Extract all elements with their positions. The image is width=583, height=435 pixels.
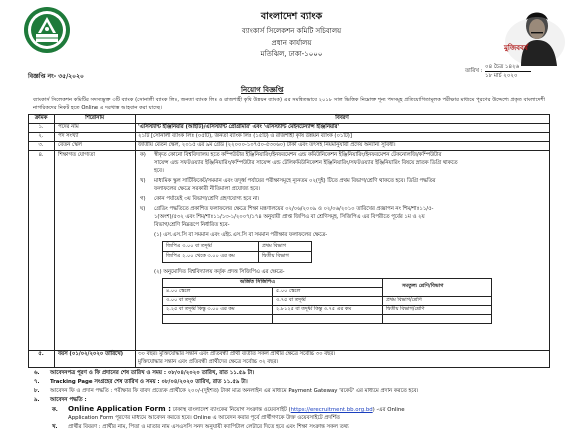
table-border <box>135 114 136 367</box>
qualification-ka-label: ক) <box>140 152 146 158</box>
table-row-serial: ২. <box>38 133 44 139</box>
cgpa-header-earned: অর্জিত সিজিপিএ <box>240 279 275 285</box>
qualification-kha-line: মাধ্যমিক স্কুল সার্টিফিকেট/সমমান এবং তদূর্ধ্ব পর্যায়ের পরীক্ষাসমূহে ন্যূনতম ০২(দুই) টিতে প্রথম বিভাগ/শ্রেণি থাকতে হবে। ডিগ্রি পদ্ধতির <box>154 178 436 184</box>
mujib-borsho-portrait <box>487 2 573 66</box>
table-border <box>162 251 311 252</box>
table-row-value: ২১টি [সোনালী ব্যাংক লিঃ (০৫টি), জনতা ব্যাংক লিঃ (১৫টি) ও রাজশাহী কৃষি উন্নয়ন ব্যাংক (০১টি)] <box>138 133 352 139</box>
qualification-ka-line: হবে। <box>154 168 164 174</box>
org-name: বাংলাদেশ ব্যাংক <box>260 11 323 22</box>
date-block <box>465 63 545 83</box>
table-border <box>382 278 383 323</box>
notice-title: নিয়োগ বিজ্ঞপ্তি <box>241 86 284 94</box>
table-border <box>258 241 259 262</box>
cgpa-cell: ২.৮১২৫ বা তদূর্ধ্ব কিন্তু ৩.৭৫ এর কম <box>276 306 352 312</box>
qualification-gha-label: ঘ) <box>140 206 146 212</box>
table-row-value: জাতীয় বেতন স্কেল, ২০১৫ এর ৯ম গ্রেড (২২০০০-১০৭৫০-৫৩০৬০) টাকা এবং তৎসহ নিয়মানুযায়ী প্রদেয় অন্যান্য সুবিধা। <box>138 142 396 148</box>
table-row-serial: ৩. <box>38 142 44 148</box>
table-row-value: 'এসিস্ট্যান্ট ইঞ্জিনিয়ার (আইটি)/এসিস্ট্যান্ট প্রোগ্রামার' এবং 'এসিস্ট্যান্ট মেইনটেন্যান্স ইঞ্জিনিয়ার' <box>138 124 340 130</box>
table-border <box>272 287 273 323</box>
item-text: আবেদনপত্র পূরণ ও ফি প্রদানের শেষ তারিখ ও সময় : ০৮/০৪/২০২০ তারিখ, রাত ১১.৫৯ টা। <box>50 370 255 376</box>
date-bangla: ০৪ চৈত্র ১৪২৬ <box>485 64 520 70</box>
bangladesh-bank-logo <box>22 4 72 56</box>
table-row-serial: ৪. <box>38 152 44 158</box>
item-text: আবেদন পদ্ধতি : <box>50 397 87 403</box>
table-row-label: বেতন স্কেল <box>58 142 82 148</box>
cgpa-cell: ৫.০০ স্কেলে <box>276 288 301 294</box>
cgpa-grade-table <box>162 278 492 324</box>
table-row-label: বয়স (০১/০২/২০২০ তারিখে) <box>58 351 124 357</box>
table-row-serial: ৫. <box>38 351 44 357</box>
qualification-kha-line: ফলাফলের ক্ষেত্রে সরকারী নীতিমালা প্রযোজ্য হবে। <box>154 186 260 192</box>
ssc-gpa-range: জিপিএ ৩.০০ বা তদূর্ধ্ব <box>166 243 212 249</box>
ssc-hsc-title: (১) এস.এস.সি বা সমমান এবং এইচ.এস.সি বা সমমান পরীক্ষার ফলাফলের ক্ষেত্রে- <box>154 232 328 238</box>
ssc-gpa-range: জিপিএ ২.০০ থেকে ৩.০০ এর কম <box>166 253 235 259</box>
applicant-details-item <box>52 423 349 431</box>
table-row-label: পদ সংখ্যা <box>58 133 79 139</box>
table-header-serial: ক্রমিক <box>34 115 48 121</box>
item-text: প্রার্থীর বিবরণ : প্রার্থীর নাম, পিতা ও মাতার নাম এসএসসি সনদ অনুযায়ী ক্যাপিটাল লেটারে দিতে হবে এবং শিক্ষা সংক্রান্ত সকল তথ্য <box>68 424 349 430</box>
table-border <box>28 150 550 151</box>
cgpa-cell: প্রথম বিভাগ/শ্রেণি <box>386 297 422 303</box>
qualification-gha-line: ১(অংশ)/৫৩২ এবং শিম/শাঃ১১/১৩-১/২০০৭/১৭৪ অনুযায়ী প্রাপ্ত জিপিএ বা শ্রেণিসমূহ, সিজিপিএ এর বিপরীতে পূর্বের ১ম ও ২য় <box>154 214 425 220</box>
cgpa-header-equivalent: সমতুল্য শ্রেণি/বিভাগ <box>402 283 444 289</box>
qualification-ga-label: গ) <box>140 196 146 202</box>
online-application-line: Application Form পূরণের মাধ্যমে আবেদন করতে হবে। Online এ আবেদন করার পূর্বে প্রার্থীগণকে উক্ত ওয়েবসাইটে প্রদর্শিত <box>68 415 340 421</box>
cgpa-cell: দ্বিতীয় বিভাগ/শ্রেণি <box>386 306 425 312</box>
cgpa-cell: ৩.০০ বা তদূর্ধ্ব <box>166 297 196 303</box>
item-number: ক. <box>52 407 58 413</box>
table-border <box>54 114 55 367</box>
table-row-label: শিক্ষাগত যোগ্যতা <box>58 152 95 158</box>
table-header-details: বিবরণ <box>335 115 349 121</box>
qualification-kha-label: খ) <box>140 178 146 184</box>
table-border <box>549 114 550 367</box>
qualification-ga-line: কোন পর্যায়েই ৩য় বিভাগ/শ্রেণি গ্রহণযোগ্য হবে না। <box>154 196 260 202</box>
intro-paragraph: ব্যাংকার্স সিলেকশন কমিটির সদস্যভুক্ত ৩টি ব্যাংক (সোনালী ব্যাংক লিঃ, জনতা ব্যাংক লিঃ ও রাজশাহী কৃষি উন্নয়ন ব্যাংক) এর সমন্বিতভাবে ২০১৮ সাল ভিত্তিক নিম্নোক্ত শূন্য পদসমূহ প্রতিযোগিতামূলক পরীক্ষার মাধ্যমে পূরণের উদ্দেশ্যে প্রকৃত বাংলাদেশী নাগরিকদের নিকট হতে Online এ দরখাস্ত আহবান করা যাচ্ছে। <box>33 97 545 111</box>
cgpa-cell: ৪.০০ স্কেলে <box>166 288 191 294</box>
item-number: ৬. <box>34 370 40 376</box>
mujib-borsho-caption: মুজিববর্ষ <box>504 43 528 52</box>
cgpa-title: (২) অনুমোদিত বিশ্ববিদ্যালয় কর্তৃক প্রদত্ত সিজিপিএ এর ক্ষেত্রে- <box>154 269 285 275</box>
online-application-item <box>52 405 405 414</box>
ssc-hsc-grade-table <box>162 241 312 263</box>
table-header-title: শিরোনাম <box>85 115 104 121</box>
application-fee-item <box>34 387 418 395</box>
item-number: ৮. <box>34 388 40 394</box>
secretariat-name: ব্যাংকার্স সিলেকশন কমিটি সচিবালয় <box>241 27 342 35</box>
notice-reference-number: বিজ্ঞপ্তি নং- ৩৫/২০২০ <box>28 73 84 80</box>
online-form-title: Online Application Form : <box>68 404 171 413</box>
qualification-ka-line: সায়েন্স এন্ড সফটওয়্যার ইঞ্জিনিয়ারিং/কম্পিউটার সায়েন্স এন্ড টেলিকমিউনিকেশন ইঞ্জিনিয়ারিং/সফটওয়্যার ইঞ্জিনিয়ারিং বিষয়ে স্নাতক ডিগ্রি থাকতে <box>154 160 458 166</box>
item-number: ৭. <box>34 379 40 385</box>
qualification-ka-line: স্বীকৃত কোনো বিশ্ববিদ্যালয় হতে কম্পিউটার ইঞ্জিনিয়ারিং/ইনফরমেশন এন্ড কমিউনিকেশন ইঞ্জিনিয়ারিং/ইনফরমেশন টেকনোলজি/কম্পিউটার <box>154 152 442 158</box>
office-name: প্রধান কার্যালয় <box>271 39 312 47</box>
table-border <box>162 296 491 297</box>
online-form-text: ) -এর Online <box>372 407 405 413</box>
table-row-serial: ১. <box>38 124 44 130</box>
date-english: ১৮ মার্চ ২০২০ <box>485 73 518 79</box>
tracking-page-item <box>34 378 248 386</box>
item-text: Tracking Page সংগ্রহের শেষ তারিখ ও সময় : ০৮/০৪/২০২০ তারিখ, রাত ১১.৫৯ টা। <box>50 379 248 385</box>
cgpa-cell: ৩.৭৫ বা তদূর্ধ্ব <box>276 297 306 303</box>
erecruitment-link[interactable]: https://erecruitment.bb.org.bd <box>290 407 373 413</box>
qualification-gha-line: গ্রেডিং পদ্ধতিতে প্রকাশিত ফলাফলের ক্ষেত্রে শিক্ষা মন্ত্রণালয়ের ০২/০৬/২০০৯ ও ০২/০৬/২০১০ তারিখের প্রজ্ঞাপন নং শিম/শাঃ১১/৫- <box>154 206 434 212</box>
ssc-division: প্রথম বিভাগ <box>262 243 287 249</box>
online-form-text: ঢাকাস্থ বাংলাদেশ ব্যাংকের নিয়োগ সংক্রান্ত ওয়েবসাইট ( <box>172 407 291 413</box>
cgpa-cell: ২.২৫ বা তদূর্ধ্ব কিন্তু ৩.০০ এর কম <box>166 306 235 312</box>
deadline-item <box>34 369 254 377</box>
item-text: আবেদন ফি ও প্রদান পদ্ধতি : পরীক্ষার ফি বাবদ প্রত্যেক প্রার্থীকে ২০০/-(দুইশত) টাকা মাত্র অনলাইন এর মাধ্যমে Payment Gateway 'রকেট' এর মাধ্যমে প্রদান করতে হবে। <box>50 388 419 394</box>
item-number: ৯. <box>34 397 40 403</box>
date-label: তারিখ : <box>465 68 483 74</box>
application-method-item <box>34 396 87 404</box>
qualification-gha-line: বিভাগ/শ্রেণি নিম্নরূপে নির্ধারিত হবে- <box>154 222 230 228</box>
age-limit-line: ৩০ বছর। মুক্তিযোদ্ধার সন্তান এবং প্রতিবন্ধী প্রার্থী ব্যতীত সকল প্রার্থীর ক্ষেত্রে সর্বোচ্চ ৩০ বছর। <box>138 351 336 357</box>
table-border <box>162 314 491 315</box>
table-border <box>28 367 550 368</box>
table-row-label: পদের নাম <box>58 124 79 130</box>
age-limit-line: মুক্তিযোদ্ধার সন্তান এবং প্রতিবন্ধী প্রার্থীদের ক্ষেত্রে সর্বোচ্চ ৩২ বছর। <box>138 359 279 365</box>
office-address: মতিঝিল, ঢাকা-১০০০ <box>260 50 323 58</box>
ssc-division: দ্বিতীয় বিভাগ <box>262 253 289 259</box>
item-number: খ. <box>52 424 58 430</box>
